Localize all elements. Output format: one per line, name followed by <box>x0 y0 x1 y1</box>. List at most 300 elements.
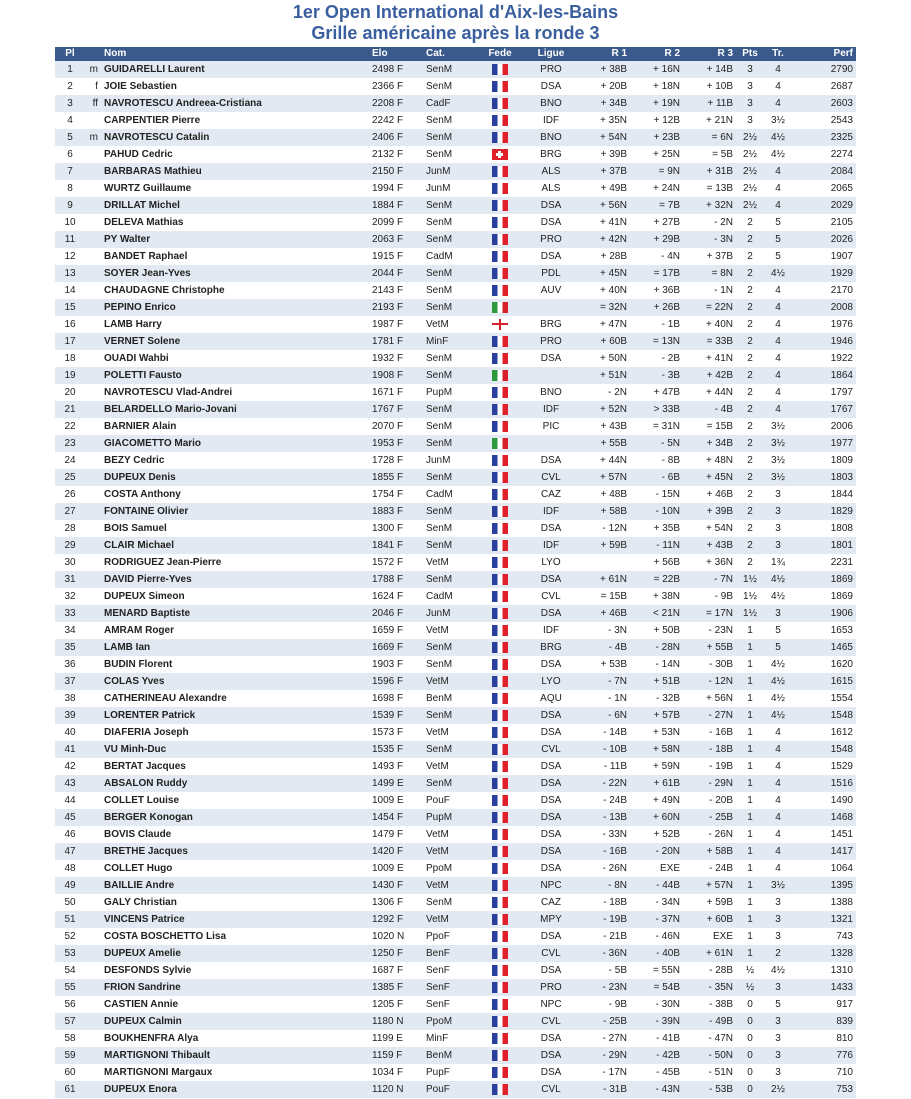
round-1-result: + 35N <box>600 115 627 126</box>
player-title <box>85 435 101 452</box>
table-row[interactable] <box>55 146 856 163</box>
player-points: 2 <box>747 438 753 449</box>
player-performance: 1797 <box>830 387 853 398</box>
player-name: MENARD Baptiste <box>104 608 191 619</box>
table-row[interactable] <box>55 299 856 316</box>
player-elo: 1754 F <box>372 489 404 500</box>
table-row[interactable] <box>55 486 856 503</box>
player-elo: 2498 F <box>372 64 404 75</box>
col-header-perf[interactable]: Perf <box>833 48 853 59</box>
player-rank: 14 <box>64 285 76 296</box>
player-elo: 1883 F <box>372 506 404 517</box>
col-header-nom[interactable]: Nom <box>104 48 127 59</box>
player-rank: 10 <box>64 217 76 228</box>
table-row[interactable] <box>55 928 856 945</box>
table-row[interactable] <box>55 860 856 877</box>
player-points: 0 <box>747 1050 753 1061</box>
player-category: VetM <box>426 727 449 738</box>
table-row[interactable] <box>55 418 856 435</box>
player-performance: 2008 <box>830 302 853 313</box>
player-elo: 1300 F <box>372 523 404 534</box>
flag-icon-fra <box>492 251 508 262</box>
flag-icon-ita <box>492 370 508 381</box>
player-league: DSA <box>540 659 562 670</box>
player-elo: 2099 F <box>372 217 404 228</box>
round-1-result: - 36N <box>602 948 627 959</box>
col-header-pl[interactable]: Pl <box>65 48 75 59</box>
player-category: SenF <box>426 982 450 993</box>
round-3-result: EXE <box>712 931 733 942</box>
player-elo: 1596 F <box>372 676 404 687</box>
table-row[interactable] <box>55 554 856 571</box>
round-2-result: - 5N <box>661 438 680 449</box>
table-row[interactable] <box>55 962 856 979</box>
flag-icon-fra <box>492 132 508 143</box>
player-rank: 37 <box>64 676 76 687</box>
col-header-fede[interactable]: Fede <box>488 48 512 59</box>
player-tiebreak: 4 <box>775 81 781 92</box>
table-row[interactable] <box>55 911 856 928</box>
player-league: DSA <box>540 608 562 619</box>
player-title <box>85 877 101 894</box>
player-name: CARPENTIER Pierre <box>104 115 201 126</box>
round-1-result: - 31B <box>603 1084 627 1095</box>
player-elo: 1499 E <box>372 778 404 789</box>
round-2-result: - 4N <box>661 251 680 262</box>
round-2-result: + 60N <box>653 812 680 823</box>
flag-icon-fra <box>492 1084 508 1095</box>
col-header-r3[interactable]: R 3 <box>717 48 733 59</box>
round-1-result: - 17N <box>602 1067 627 1078</box>
player-category: SenM <box>426 404 453 415</box>
player-title <box>85 639 101 656</box>
flag-icon-fra <box>492 387 508 398</box>
round-2-result: - 30N <box>655 999 680 1010</box>
player-elo: 1292 F <box>372 914 404 925</box>
player-rank: 19 <box>64 370 76 381</box>
table-row[interactable] <box>55 129 856 146</box>
round-3-result: - 23N <box>708 625 733 636</box>
table-row[interactable] <box>55 248 856 265</box>
player-federation <box>475 1081 525 1098</box>
round-1-result <box>577 554 630 571</box>
player-points: 1½ <box>743 608 757 619</box>
table-row[interactable] <box>55 95 856 112</box>
round-3-result: - 3N <box>714 234 733 245</box>
round-1-result: + 43B <box>600 421 627 432</box>
player-name: BOVIS Claude <box>104 829 172 840</box>
table-row[interactable] <box>55 316 856 333</box>
player-performance: 2790 <box>830 64 853 75</box>
player-elo: 1539 F <box>372 710 404 721</box>
player-category: CadM <box>426 489 453 500</box>
round-2-result: - 28N <box>655 642 680 653</box>
player-title <box>85 418 101 435</box>
round-3-result: + 14B <box>706 64 733 75</box>
player-category: SenM <box>426 268 453 279</box>
table-row[interactable] <box>55 724 856 741</box>
round-1-result: - 27N <box>602 1033 627 1044</box>
table-row[interactable] <box>55 350 856 367</box>
player-elo: 1841 F <box>372 540 404 551</box>
round-2-result: = 31N <box>653 421 680 432</box>
round-3-result: + 58B <box>706 846 733 857</box>
player-federation <box>475 554 525 571</box>
player-rank: 42 <box>64 761 76 772</box>
col-header-pts[interactable]: Pts <box>742 48 758 59</box>
player-rank: 28 <box>64 523 76 534</box>
round-1-result: + 58B <box>600 506 627 517</box>
player-elo: 1884 F <box>372 200 404 211</box>
player-rank: 44 <box>64 795 76 806</box>
player-title <box>85 299 101 316</box>
player-category: JunM <box>426 183 451 194</box>
round-3-result: - 53B <box>709 1084 733 1095</box>
player-points: 1 <box>747 931 753 942</box>
player-name: DUPEUX Enora <box>104 1084 177 1095</box>
round-2-result: - 32B <box>656 693 680 704</box>
player-federation <box>475 231 525 248</box>
table-row[interactable] <box>55 1064 856 1081</box>
round-1-result: - 33N <box>602 829 627 840</box>
flag-icon-fra <box>492 200 508 211</box>
round-3-result: + 45N <box>706 472 733 483</box>
player-federation <box>475 486 525 503</box>
player-performance: 2231 <box>830 557 853 568</box>
player-tiebreak: 4 <box>775 727 781 738</box>
player-league: IDF <box>542 404 560 415</box>
flag-icon-fra <box>492 404 508 415</box>
round-3-result: = 6N <box>711 132 733 143</box>
flag-icon-sui <box>492 149 508 160</box>
table-row[interactable] <box>55 877 856 894</box>
player-league: DSA <box>540 795 562 806</box>
round-3-result: = 15B <box>706 421 733 432</box>
table-row[interactable] <box>55 333 856 350</box>
round-3-result: = 33B <box>706 336 733 347</box>
player-rank: 21 <box>64 404 76 415</box>
player-tiebreak: 4 <box>775 846 781 857</box>
round-2-result: = 55N <box>653 965 680 976</box>
round-3-result: + 55B <box>706 642 733 653</box>
round-2-result: - 10N <box>655 506 680 517</box>
player-category: CadM <box>426 591 453 602</box>
table-row[interactable] <box>55 282 856 299</box>
table-row[interactable] <box>55 894 856 911</box>
player-federation <box>475 1013 525 1030</box>
col-header-r2[interactable]: R 2 <box>664 48 680 59</box>
player-elo: 1788 F <box>372 574 404 585</box>
player-tiebreak: 4 <box>775 336 781 347</box>
player-points: 2 <box>747 489 753 500</box>
round-2-result: - 41B <box>656 1033 680 1044</box>
player-category: BenM <box>426 693 453 704</box>
player-tiebreak: 3½ <box>771 438 785 449</box>
player-title <box>85 1030 101 1047</box>
player-rank: 33 <box>64 608 76 619</box>
table-row[interactable] <box>55 180 856 197</box>
round-2-result: + 61B <box>653 778 680 789</box>
player-elo: 2132 F <box>372 149 404 160</box>
player-elo: 1479 F <box>372 829 404 840</box>
player-points: 2 <box>747 387 753 398</box>
round-3-result: - 51N <box>708 1067 733 1078</box>
table-row[interactable] <box>55 384 856 401</box>
player-tiebreak: 3 <box>775 506 781 517</box>
player-performance: 1516 <box>830 778 853 789</box>
player-rank: 48 <box>64 863 76 874</box>
table-row[interactable] <box>55 1081 856 1098</box>
player-league: IDF <box>542 540 560 551</box>
table-row[interactable] <box>55 197 856 214</box>
table-row[interactable] <box>55 1013 856 1030</box>
player-title: f <box>95 81 98 92</box>
round-3-result: - 9B <box>714 591 733 602</box>
player-category: SenM <box>426 659 453 670</box>
round-3-result: - 27N <box>708 710 733 721</box>
player-league: CVL <box>541 948 561 959</box>
player-tiebreak: 4 <box>775 744 781 755</box>
player-title <box>85 1064 101 1081</box>
player-points: 2 <box>747 336 753 347</box>
table-row[interactable] <box>55 1030 856 1047</box>
player-title <box>85 945 101 962</box>
table-row[interactable] <box>55 945 856 962</box>
table-row[interactable] <box>55 673 856 690</box>
player-performance: 1803 <box>830 472 853 483</box>
player-tiebreak: 4½ <box>771 574 785 585</box>
player-tiebreak: 4½ <box>771 676 785 687</box>
player-league: DSA <box>540 812 562 823</box>
player-name: COLLET Louise <box>104 795 179 806</box>
player-tiebreak: 3 <box>775 1033 781 1044</box>
round-2-result: - 6B <box>661 472 680 483</box>
player-federation <box>475 503 525 520</box>
col-header-r1[interactable]: R 1 <box>611 48 627 59</box>
table-row[interactable] <box>55 452 856 469</box>
player-rank: 53 <box>64 948 76 959</box>
round-1-result: + 56N <box>600 200 627 211</box>
table-row[interactable] <box>55 112 856 129</box>
round-1-result: - 19B <box>603 914 627 925</box>
player-title <box>85 673 101 690</box>
player-tiebreak: 4 <box>775 778 781 789</box>
player-points: 3 <box>747 98 753 109</box>
player-league: DSA <box>540 965 562 976</box>
player-performance: 1554 <box>830 693 853 704</box>
player-elo: 1493 F <box>372 761 404 772</box>
player-performance: 1468 <box>830 812 853 823</box>
player-category: CadF <box>426 98 451 109</box>
player-name: BERGER Konogan <box>104 812 193 823</box>
player-rank: 30 <box>64 557 76 568</box>
player-category: PupM <box>426 812 453 823</box>
player-performance: 1977 <box>830 438 853 449</box>
table-row[interactable] <box>55 758 856 775</box>
round-2-result: - 8B <box>661 455 680 466</box>
player-category: JunM <box>426 608 451 619</box>
player-rank: 20 <box>64 387 76 398</box>
player-federation <box>475 1030 525 1047</box>
table-row[interactable] <box>55 367 856 384</box>
round-3-result: + 44N <box>706 387 733 398</box>
player-federation <box>475 741 525 758</box>
player-performance: 1653 <box>830 625 853 636</box>
table-row[interactable] <box>55 214 856 231</box>
player-federation <box>475 214 525 231</box>
player-rank: 57 <box>64 1016 76 1027</box>
player-elo: 2366 F <box>372 81 404 92</box>
flag-icon-fra <box>492 914 508 925</box>
player-title <box>85 469 101 486</box>
round-2-result: - 15N <box>655 489 680 500</box>
player-title <box>85 588 101 605</box>
round-1-result: + 59B <box>600 540 627 551</box>
flag-icon-fra <box>492 591 508 602</box>
player-name: VINCENS Patrice <box>104 914 185 925</box>
table-row[interactable] <box>55 78 856 95</box>
player-tiebreak: 3 <box>775 1050 781 1061</box>
player-federation <box>475 1064 525 1081</box>
table-row[interactable] <box>55 537 856 554</box>
player-name: DUPEUX Calmin <box>104 1016 182 1027</box>
player-tiebreak: 3 <box>775 1067 781 1078</box>
player-league: DSA <box>540 931 562 942</box>
flag-icon-ita <box>492 302 508 313</box>
round-3-result: = 8N <box>711 268 733 279</box>
round-2-result: - 39N <box>655 1016 680 1027</box>
round-2-result: < 21N <box>653 608 680 619</box>
player-league: DSA <box>540 251 562 262</box>
player-federation <box>475 707 525 724</box>
table-row[interactable] <box>55 520 856 537</box>
player-rank: 40 <box>64 727 76 738</box>
table-row[interactable] <box>55 231 856 248</box>
col-header-elo[interactable]: Elo <box>372 48 388 59</box>
player-title <box>85 384 101 401</box>
table-row[interactable] <box>55 792 856 809</box>
player-title <box>85 367 101 384</box>
round-2-result: + 57B <box>653 710 680 721</box>
table-row[interactable] <box>55 265 856 282</box>
player-category: PupM <box>426 387 453 398</box>
table-row[interactable] <box>55 622 856 639</box>
table-row[interactable] <box>55 690 856 707</box>
player-name: GUIDARELLI Laurent <box>104 64 205 75</box>
col-header-tr[interactable]: Tr. <box>772 48 784 59</box>
player-performance: 2026 <box>830 234 853 245</box>
flag-icon-fra <box>492 744 508 755</box>
player-tiebreak: 4 <box>775 166 781 177</box>
player-rank: 5 <box>67 132 73 143</box>
player-title <box>85 707 101 724</box>
round-3-result: + 43B <box>706 540 733 551</box>
player-name: LAMB Harry <box>104 319 162 330</box>
table-row[interactable] <box>55 775 856 792</box>
round-2-result: - 11N <box>656 540 680 551</box>
player-performance: 1417 <box>830 846 853 857</box>
table-row[interactable] <box>55 809 856 826</box>
table-row[interactable] <box>55 401 856 418</box>
table-row[interactable] <box>55 843 856 860</box>
table-row[interactable] <box>55 1047 856 1064</box>
player-category: PpoF <box>426 931 450 942</box>
player-category: VetM <box>426 829 449 840</box>
table-row[interactable] <box>55 605 856 622</box>
player-tiebreak: 3½ <box>771 472 785 483</box>
table-row[interactable] <box>55 656 856 673</box>
player-elo: 1987 F <box>372 319 404 330</box>
flag-icon-fra <box>492 982 508 993</box>
player-rank: 8 <box>67 183 73 194</box>
player-federation <box>475 95 525 112</box>
flag-icon-fra <box>492 285 508 296</box>
player-points: 1 <box>747 676 753 687</box>
table-row[interactable] <box>55 61 856 78</box>
player-tiebreak: 4½ <box>771 965 785 976</box>
flag-icon-fra <box>492 897 508 908</box>
round-1-result: + 42N <box>600 234 627 245</box>
player-title <box>85 231 101 248</box>
table-row[interactable] <box>55 163 856 180</box>
table-row[interactable] <box>55 588 856 605</box>
player-rank: 13 <box>64 268 76 279</box>
table-row[interactable] <box>55 707 856 724</box>
player-points: 1 <box>747 846 753 857</box>
table-row[interactable] <box>55 435 856 452</box>
table-row[interactable] <box>55 826 856 843</box>
player-points: 1 <box>747 761 753 772</box>
player-title <box>85 1047 101 1064</box>
player-tiebreak: 4 <box>775 812 781 823</box>
table-row[interactable] <box>55 503 856 520</box>
round-3-result: + 32N <box>706 200 733 211</box>
table-row[interactable] <box>55 469 856 486</box>
player-points: 1 <box>747 778 753 789</box>
player-name: DAVID Pierre-Yves <box>104 574 192 585</box>
player-tiebreak: 3 <box>775 608 781 619</box>
table-row[interactable] <box>55 741 856 758</box>
player-category: PouF <box>426 1084 450 1095</box>
table-row[interactable] <box>55 996 856 1013</box>
table-row[interactable] <box>55 571 856 588</box>
player-name: BAILLIE Andre <box>104 880 175 891</box>
player-rank: 50 <box>64 897 76 908</box>
player-title <box>85 401 101 418</box>
round-2-result: - 2B <box>661 353 680 364</box>
round-1-result: - 26N <box>602 863 627 874</box>
player-title <box>85 1081 101 1098</box>
flag-icon-fra <box>492 506 508 517</box>
round-3-result: - 29N <box>708 778 733 789</box>
player-federation <box>475 673 525 690</box>
player-performance: 1548 <box>830 710 853 721</box>
col-header-ligue[interactable]: Ligue <box>537 48 565 59</box>
player-federation <box>475 843 525 860</box>
player-federation <box>475 418 525 435</box>
player-points: 1 <box>747 710 753 721</box>
table-row[interactable] <box>55 979 856 996</box>
player-tiebreak: 3½ <box>771 421 785 432</box>
player-points: 3 <box>747 115 753 126</box>
player-elo: 1932 F <box>372 353 404 364</box>
player-title <box>85 622 101 639</box>
player-federation <box>475 61 525 78</box>
col-header-cat[interactable]: Cat. <box>426 48 445 59</box>
player-name: DRILLAT Michel <box>104 200 180 211</box>
flag-icon-eng <box>492 319 508 330</box>
table-row[interactable] <box>55 639 856 656</box>
